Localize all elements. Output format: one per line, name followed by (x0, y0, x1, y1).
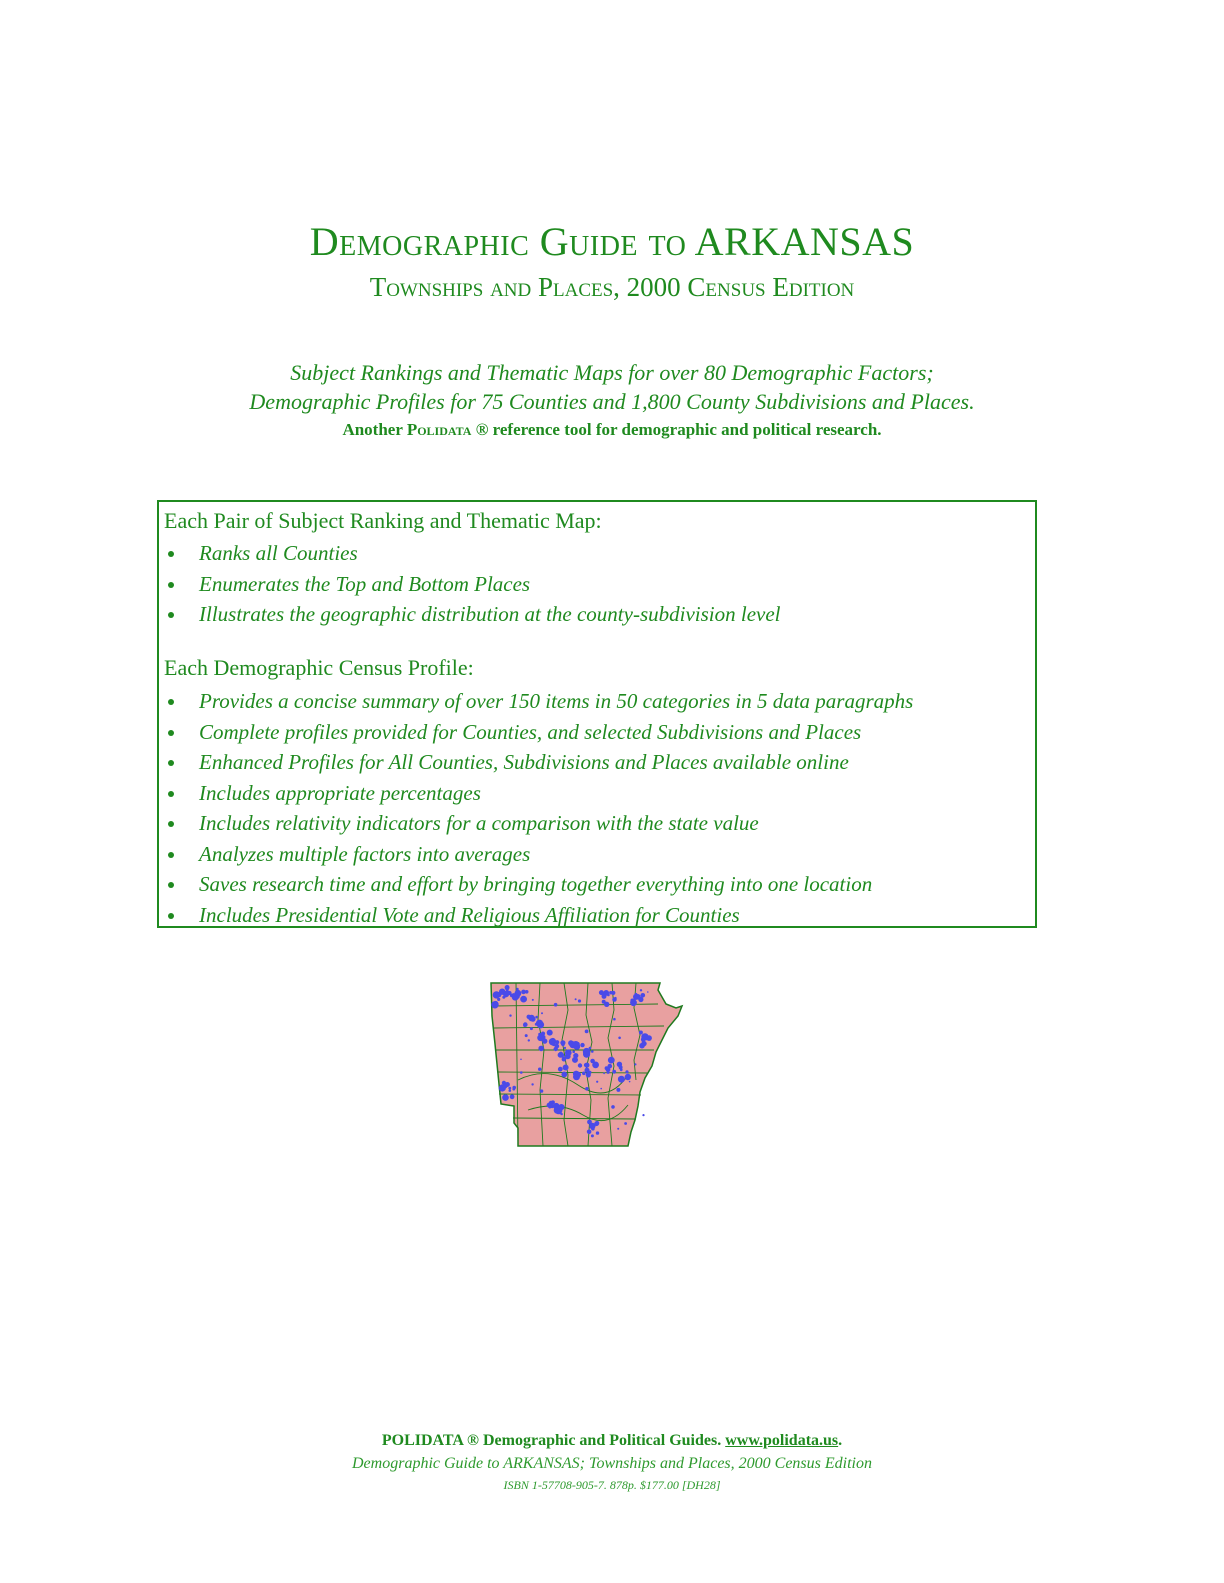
population-dot (607, 1071, 610, 1074)
population-dot (585, 1087, 589, 1091)
population-dot (589, 1047, 592, 1050)
polidata-website-link[interactable]: www.polidata.us (725, 1432, 839, 1449)
population-dot (572, 1041, 579, 1048)
population-dot (616, 1088, 620, 1092)
population-dot (580, 1043, 584, 1047)
population-dot (586, 1072, 591, 1077)
population-dot (532, 999, 534, 1001)
page-title: Demographic Guide to ARKANSAS (309, 219, 915, 264)
population-dot (603, 1072, 605, 1074)
population-dot (550, 1038, 555, 1043)
population-dot (555, 1040, 559, 1044)
population-dot (584, 1063, 588, 1067)
population-dot (572, 1050, 575, 1053)
population-dot (512, 994, 519, 1001)
population-dot (596, 1081, 598, 1083)
population-dot (565, 1049, 572, 1056)
list-item-text: Ranks all Counties (199, 541, 358, 565)
population-dot (577, 1078, 579, 1080)
population-dot (587, 1130, 592, 1135)
population-dot (604, 1002, 609, 1007)
population-dot (525, 1034, 528, 1037)
ranking-section-heading: Each Pair of Subject Ranking and Thematic Map: (164, 508, 602, 533)
population-dot (591, 1127, 595, 1131)
tagline-line-2: Demographic Profiles for 75 Counties and 1,800 County Subdivisions and Places. (249, 389, 975, 414)
page-subtitle: Townships and Places, 2000 Census Edition (369, 272, 855, 302)
population-dot (563, 1107, 565, 1109)
bullet-icon (168, 791, 174, 797)
population-dot (578, 999, 581, 1002)
bullet-icon (168, 821, 174, 827)
population-dot (503, 991, 509, 997)
features-box (157, 500, 1037, 928)
profile-section-heading: Each Demographic Census Profile: (164, 655, 474, 680)
population-dot (563, 1065, 569, 1071)
population-dot (495, 992, 500, 997)
population-dot (625, 1074, 631, 1080)
population-dot (575, 998, 577, 1000)
population-dot (508, 1087, 511, 1090)
population-dot (591, 1134, 594, 1137)
population-dot (550, 1104, 554, 1108)
footer-book-title: Demographic Guide to ARKANSAS; Townships and Places, 2000 Census Edition (352, 1455, 872, 1472)
population-dot (520, 1059, 522, 1061)
population-dot (520, 996, 527, 1003)
population-dot (587, 1120, 592, 1125)
population-dot (641, 993, 646, 998)
population-dot (625, 1070, 628, 1073)
population-dot (540, 1089, 543, 1092)
bullet-icon (168, 760, 174, 766)
population-dot (561, 1072, 567, 1078)
bullet-icon (168, 612, 174, 618)
bullet-icon (168, 582, 174, 588)
population-dot (561, 1043, 564, 1046)
list-item-text: Includes appropriate percentages (199, 780, 481, 805)
population-dot (640, 989, 642, 991)
tagline-line-3 (0, 420, 1224, 440)
population-dot (538, 1046, 544, 1052)
population-dot (530, 1027, 533, 1030)
arkansas-thematic-map (488, 980, 698, 1148)
bullet-icon (168, 551, 174, 557)
population-dot (536, 1020, 543, 1027)
list-item-text: Includes Presidential Vote and Religious Affiliation for Counties (199, 902, 740, 927)
polidata-brand: Polidata (406, 420, 472, 439)
population-dot (541, 1012, 543, 1014)
population-dot (528, 1039, 530, 1041)
population-dot (642, 1114, 644, 1116)
population-dot (602, 994, 607, 999)
population-dot (647, 991, 649, 993)
population-dot (494, 1003, 498, 1007)
population-dot (582, 1072, 586, 1076)
footer-publisher-text: POLIDATA ® Demographic and Political Guides. (381, 1432, 726, 1449)
bullet-icon (168, 913, 174, 919)
population-dot (630, 999, 634, 1003)
population-dot (573, 1071, 579, 1077)
population-dot (624, 1122, 627, 1125)
population-dot (585, 1030, 589, 1034)
population-dot (596, 1131, 599, 1134)
population-dot (608, 1057, 615, 1064)
footer-isbn: ISBN 1-57708-905-7. 878p. $177.00 [DH28] (503, 1478, 721, 1492)
population-dot (558, 1067, 563, 1072)
population-dot (531, 1083, 533, 1085)
population-dot (612, 1070, 616, 1074)
population-dot (509, 1014, 511, 1016)
population-dot (583, 1051, 590, 1058)
bullet-icon (168, 730, 174, 736)
population-dot (617, 1128, 619, 1130)
tagline-suffix: ® reference tool for demographic and political research. (471, 420, 882, 439)
population-dot (502, 1083, 507, 1088)
population-dot (618, 1037, 621, 1040)
population-dot (547, 1030, 553, 1036)
population-dot (523, 1024, 526, 1027)
population-dot (635, 994, 641, 1000)
population-dot (578, 1063, 582, 1067)
population-dot (505, 987, 509, 991)
population-dot (535, 1016, 538, 1019)
list-item-text: Includes relativity indicators for a comparison with the state value (199, 811, 759, 835)
population-dot (554, 1003, 558, 1007)
list-item-text: Enumerates the Top and Bottom Places (199, 571, 531, 596)
population-dot (512, 1086, 516, 1090)
population-dot (520, 1071, 523, 1074)
population-dot (560, 1053, 565, 1058)
population-dot (591, 1050, 594, 1053)
population-dot (619, 1065, 623, 1069)
list-item-text: Illustrates the geographic distribution at the county-subdivision level (199, 602, 781, 626)
bullet-icon (168, 882, 174, 888)
footer-period: . (838, 1432, 843, 1449)
population-dot (510, 1094, 515, 1099)
population-dot (611, 1105, 615, 1109)
population-dot (525, 990, 529, 994)
population-dot (541, 1032, 545, 1036)
population-dot (639, 1031, 643, 1035)
population-dot (629, 1081, 631, 1083)
population-dot (585, 1068, 590, 1073)
population-dot (641, 1033, 648, 1040)
population-dot (564, 1047, 566, 1049)
population-dot (528, 1015, 535, 1022)
population-dot (613, 1018, 616, 1021)
population-dot (611, 991, 615, 995)
population-dot (618, 1077, 621, 1080)
footer-publisher-line (0, 1432, 1224, 1450)
population-dot (594, 1064, 597, 1067)
population-dot (502, 1094, 509, 1101)
population-dot (612, 997, 616, 1001)
bullet-icon (168, 699, 174, 705)
population-dot (572, 1057, 578, 1063)
population-dot (634, 1063, 636, 1065)
population-dot (538, 1068, 541, 1071)
population-dot (605, 1066, 609, 1070)
population-dot (600, 1088, 602, 1090)
list-item-text: Saves research time and effort by bringing together everything into one location (199, 872, 873, 896)
tagline-line-1: Subject Rankings and Thematic Maps for over 80 Demographic Factors; (290, 360, 934, 385)
tagline-prefix: Another (342, 420, 407, 439)
bullet-icon (168, 852, 174, 858)
population-dot (509, 1089, 512, 1092)
list-item-text: Analyzes multiple factors into averages (199, 841, 531, 866)
population-dot (639, 1043, 645, 1049)
list-item-text: Complete profiles provided for Counties, and selected Subdivisions and Places (199, 719, 862, 744)
list-item-text: Provides a concise summary of over 150 items in 50 categories in 5 data paragraphs (199, 689, 914, 713)
population-dot (595, 1121, 599, 1125)
list-item-text: Enhanced Profiles for All Counties, Subdivisions and Places available online (199, 750, 849, 774)
